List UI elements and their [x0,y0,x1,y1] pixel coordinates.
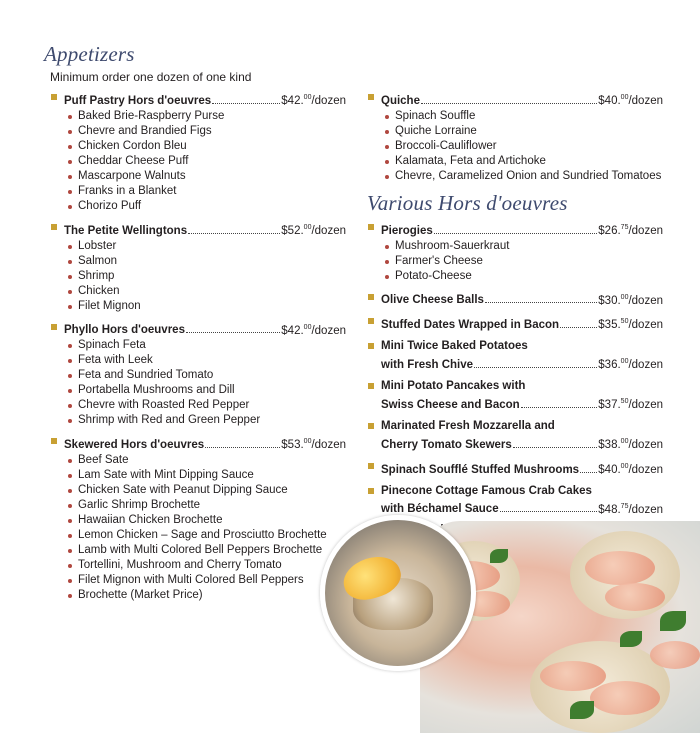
square-bullet-icon [368,318,374,324]
menu-item-price: $40.00/dozen [598,94,663,107]
square-bullet-icon [51,94,57,100]
menu-item-name: Mini Twice Baked Potatoes [381,340,528,353]
menu-item [64,90,346,214]
menu-item-price: $37.50/dozen [598,398,663,411]
menu-item-name: Pinecone Cottage Famous Crab Cakes [381,484,592,497]
price-cents: 00 [620,462,629,470]
dot-leader [212,103,280,104]
menu-item [381,484,663,518]
menu-item-name-line [381,419,663,434]
menu-item [381,314,663,333]
dot-leader [434,233,598,234]
menu-item-line [381,290,663,309]
right-menu-column [367,90,663,544]
price-cents: 75 [620,502,629,510]
sub-item: Chicken [78,284,346,299]
menu-item-line [381,394,663,413]
square-bullet-icon [368,94,374,100]
menu-item-price: $35.50/dozen [598,318,663,332]
square-bullet-icon [51,438,57,444]
price-cents: 00 [620,358,629,366]
menu-item [381,419,663,453]
appetizers-list [64,90,346,609]
price-cents: 50 [620,318,629,326]
minimum-order-note: Minimum order one dozen of one kind [50,70,252,84]
sub-item: Spinach Souffle [395,109,663,124]
menu-item [381,290,663,309]
price-cents: 00 [303,323,312,331]
menu-item-name: Stuffed Dates Wrapped in Bacon [381,319,560,332]
menu-item-name: with Béchamel Sauce [381,503,499,516]
price-cents: 00 [303,94,312,101]
sub-item: Baked Brie-Raspberry Purse [78,109,346,124]
menu-item-line [381,434,663,453]
menu-item-name: Quiche [381,94,420,107]
square-bullet-icon [51,224,57,230]
sub-item: Chevre with Roasted Red Pepper [78,398,346,413]
dot-leader [421,103,597,104]
menu-item [381,459,663,478]
menu-item-price: $26.75/dozen [598,223,663,237]
sub-item: Franks in a Blanket [78,184,346,199]
menu-item-line [381,314,663,333]
menu-item-line [381,90,663,109]
menu-item-name: Cherry Tomato Skewers [381,438,512,451]
menu-item-name: Swiss Cheese and Bacon [381,398,520,411]
menu-item-name: Marinated Fresh Mozzarella and [381,419,555,432]
price-cents: 50 [620,398,629,406]
menu-item-price: $52.00/dozen [281,223,346,237]
menu-item-name: Pierogies [381,224,433,237]
menu-item-name: Skewered Hors d'oeuvres [64,439,205,452]
menu-item-name: Spinach Soufflé Stuffed Mushrooms [381,463,580,476]
dot-leader [513,447,597,448]
menu-item-price: $36.00/dozen [598,358,663,372]
sub-item: Potato-Cheese [395,269,663,284]
sub-item-list [64,109,346,214]
menu-item-line [64,320,346,339]
menu-item-price: $38.00/dozen [598,437,663,451]
sub-item-list [64,338,346,428]
square-bullet-icon [51,324,57,330]
food-photos [330,515,700,733]
sub-item: Tortellini, Mushroom and Cherry Tomato [78,558,346,573]
various-title: Various Hors d'oeuvres [367,190,568,215]
sub-item: Hawaiian Chicken Brochette [78,513,346,528]
menu-item [381,220,663,284]
square-bullet-icon [368,423,374,429]
sub-item: Chevre and Brandied Figs [78,124,346,139]
sub-item: Chorizo Puff [78,199,346,214]
dot-leader [500,511,598,512]
sub-item: Mascarpone Walnuts [78,169,346,184]
square-bullet-icon [368,224,374,230]
sub-item-list [381,239,663,284]
menu-item [381,379,663,413]
sub-item-list [381,109,663,184]
square-bullet-icon [368,463,374,469]
price-cents: 00 [620,437,629,445]
sub-item: Filet Mignon [78,299,346,314]
sub-item: Chicken Sate with Peanut Dipping Sauce [78,483,346,498]
square-bullet-icon [368,488,374,494]
menu-item-price: $30.00/dozen [598,293,663,307]
dot-leader [580,472,597,473]
price-cents: 00 [620,293,629,301]
price-cents: 75 [620,223,629,231]
sub-item: Farmer's Cheese [395,254,663,269]
menu-item-name-line [381,339,663,354]
sub-item: Kalamata, Feta and Artichoke [395,154,663,169]
sub-item: Beef Sate [78,453,346,468]
menu-item-name: The Petite Wellingtons [64,224,188,237]
sub-item: Garlic Shrimp Brochette [78,498,346,513]
sub-item: Quiche Lorraine [395,124,663,139]
menu-item-name: with Fresh Chive [381,359,474,372]
dot-leader [205,447,280,448]
dot-leader [474,367,597,368]
price-cents: 00 [303,438,312,446]
menu-item-line [64,434,346,453]
menu-item-price: $53.00/dozen [281,438,346,452]
menu-item-name: Olive Cheese Balls [381,294,484,307]
menu-item-line [64,220,346,239]
menu-item-price: $42.00/dozen [281,94,346,107]
menu-item-line [64,90,346,109]
sub-item: Portabella Mushrooms and Dill [78,383,346,398]
sub-item: Feta and Sundried Tomato [78,368,346,383]
sub-item: Salmon [78,254,346,269]
sub-item: Lam Sate with Mint Dipping Sauce [78,468,346,483]
menu-item [64,434,346,603]
sub-item-list [64,239,346,314]
menu-item-price: $48.75/dozen [598,502,663,516]
menu-item-name: Puff Pastry Hors d'oeuvres [64,94,212,107]
menu-item [64,220,346,314]
dot-leader [485,302,597,303]
dot-leader [188,233,280,234]
price-cents: 00 [620,94,629,101]
sub-item: Chevre, Caramelized Onion and Sundried Tomatoes [395,169,662,182]
dot-leader [521,407,598,408]
sub-item: Spinach Feta [78,338,346,353]
sub-item: Lemon Chicken – Sage and Prosciutto Brochette [78,528,346,543]
square-bullet-icon [368,383,374,389]
sub-item: Filet Mignon with Multi Colored Bell Peppers [78,573,346,588]
sub-item: Brochette (Market Price) [78,588,346,603]
menu-item-name: Mini Potato Pancakes with [381,380,526,393]
menu-item-line [381,354,663,373]
sub-item-list [64,453,346,603]
sub-item: Mushroom-Sauerkraut [395,239,663,254]
dot-leader [186,332,280,333]
sub-item: Shrimp [78,269,346,284]
menu-item-line [381,220,663,239]
dot-leader [560,327,597,328]
menu-item-price: $42.00/dozen [281,323,346,337]
sub-item: Feta with Leek [78,353,346,368]
menu-item-price: $40.00/dozen [598,462,663,476]
menu-item-line [381,459,663,478]
sub-item: Lobster [78,239,346,254]
sub-item: Broccoli-Cauliflower [395,139,663,154]
square-bullet-icon [368,343,374,349]
menu-item-name-line [381,379,663,394]
puff-pastry-appetizer-photo [320,515,476,671]
menu-item [64,320,346,429]
square-bullet-icon [368,294,374,300]
menu-item [381,90,663,184]
menu-item [381,339,663,373]
sub-item: Lamb with Multi Colored Bell Peppers Brochette [78,543,346,558]
sub-item: Chicken Cordon Bleu [78,139,346,154]
sub-item: Cheddar Cheese Puff [78,154,346,169]
price-cents: 00 [303,223,312,231]
sub-item: Shrimp with Red and Green Pepper [78,413,346,428]
appetizers-title: Appetizers [44,42,135,66]
menu-item-name: Phyllo Hors d'oeuvres [64,324,185,337]
menu-item-name-line [381,484,663,499]
